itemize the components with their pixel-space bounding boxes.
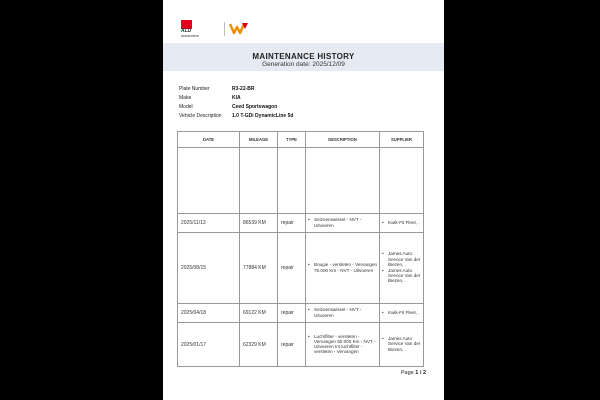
bullet-item: • Luchtfilter - versleten - Vervangen 60.000 Km - NVT - Uitvoeren Int luchtfilter - versleten - Vervangen: [308, 333, 376, 355]
cell-date: 2025/08/15: [181, 265, 207, 271]
vehicle-info: [179, 85, 293, 121]
column-header-mileage: MILEAGE: [240, 132, 278, 147]
bullet-item: • Seizoenswissel - NVT - Uitvoeren: [308, 307, 362, 318]
table-row: [178, 213, 423, 232]
vehicle-info-row: Plate Number R3-22-BR: [179, 86, 255, 92]
title-banner: [163, 43, 444, 71]
bullet-item: • James Auto Service Van der Biezen, .: [382, 251, 421, 267]
cell-mileage: 86539 KM: [243, 220, 266, 226]
table-row: [178, 303, 423, 322]
w-brand-logo-icon: [229, 21, 249, 35]
bullet-item: • Kwik-Fit Fleet, .: [382, 219, 420, 225]
page-title: MAINTENANCE HISTORY: [252, 52, 355, 61]
cell-type: repair: [281, 310, 294, 316]
cell-description: [306, 304, 378, 322]
bullet-item: • Bougie - versleten - Vervangen 75.000 Km - NVT - Uitvoeren: [308, 262, 378, 273]
bullet-item: • James Auto Service Van der Biezen, .: [382, 336, 421, 352]
column-header-date: DATE: [178, 132, 240, 147]
table-row: [178, 232, 423, 303]
cell-description: [306, 233, 378, 303]
cell-date: 2025/11/13: [181, 220, 206, 226]
column-header-type: TYPE: [278, 132, 306, 147]
cell-description: [306, 214, 378, 232]
cell-supplier: [380, 323, 422, 366]
cell-date: 2025/01/17: [181, 341, 207, 348]
bullet-item: • Seizoenswissel - NVT - Uitvoeren: [308, 217, 362, 228]
logo-divider: [224, 22, 225, 36]
cell-supplier: [380, 304, 422, 322]
cell-type: repair: [281, 220, 294, 226]
cell-mileage: 69122 KM: [243, 310, 266, 316]
bullet-item: • James Auto Service Van der Biezen, .: [382, 268, 421, 284]
table-header-row: [178, 132, 423, 148]
cell-supplier: [380, 214, 422, 232]
cell-description: [306, 323, 378, 366]
bullet-item: • Kwik-Fit Fleet, .: [382, 309, 420, 315]
cell-supplier: [380, 233, 422, 303]
column-header-description: DESCRIPTION: [306, 132, 380, 147]
generation-date: Generation date: 2025/12/09: [262, 61, 345, 68]
table-row: [178, 322, 423, 366]
cell-type: repair: [281, 265, 294, 271]
page-indicator: Page 1 / 2: [400, 370, 426, 376]
cell-type: repair: [281, 341, 294, 348]
vehicle-info-row: Vehicle Description 1.0 T-GDi DynamicLine 5d: [179, 113, 294, 119]
maintenance-table: [177, 131, 424, 367]
document-page: [163, 0, 444, 400]
vehicle-info-row: Model Ceed Sportswagon: [179, 104, 278, 110]
cell-date: 2025/04/18: [181, 310, 207, 316]
ald-logo-text: ALD Automotive: [181, 28, 199, 38]
vehicle-info-row: Make KIA: [179, 95, 241, 101]
cell-mileage: 62329 KM: [243, 341, 266, 348]
cell-mileage: 77884 KM: [243, 265, 266, 271]
column-header-supplier: SUPPLIER: [391, 137, 412, 142]
